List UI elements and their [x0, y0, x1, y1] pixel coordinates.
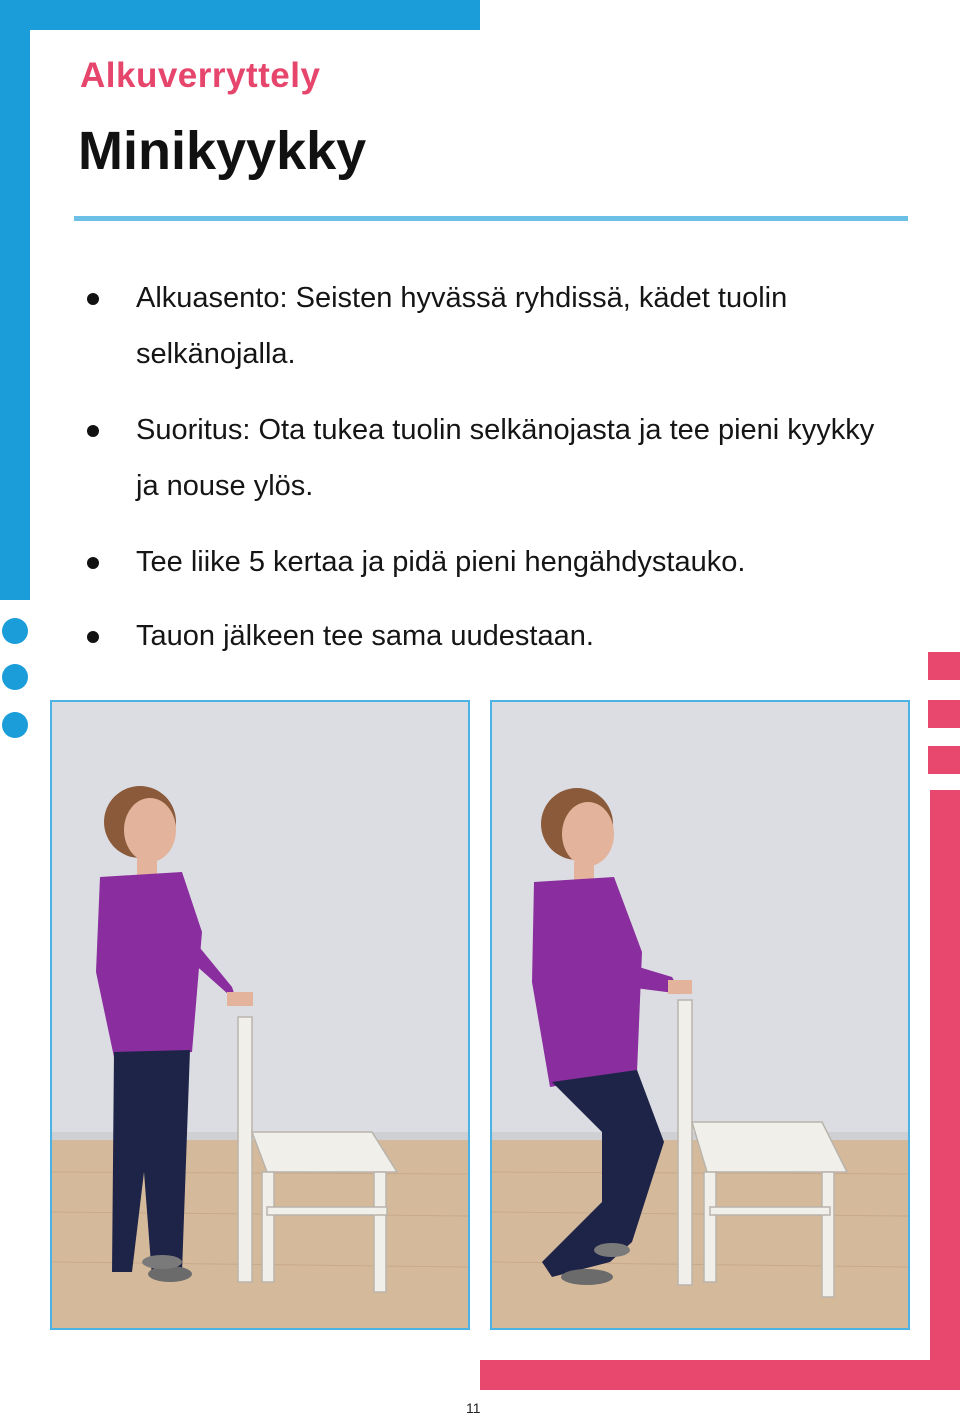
title-divider	[74, 216, 908, 221]
instruction-repetitions: Tee liike 5 kertaa ja pidä pieni hengähdystauko.	[80, 534, 880, 590]
page-title: Minikyykky	[78, 121, 367, 181]
decorative-dot	[2, 618, 28, 644]
right-pink-bar	[930, 790, 960, 1390]
instruction-repeat: Tauon jälkeen tee sama uudestaan.	[80, 608, 880, 664]
decorative-dot	[2, 664, 28, 690]
instruction-list	[80, 270, 880, 682]
decorative-square	[928, 652, 960, 680]
decorative-square	[928, 700, 960, 728]
section-subtitle: Alkuverryttely	[80, 56, 321, 95]
photo-start-position	[50, 700, 470, 1330]
left-blue-bar	[0, 0, 30, 600]
photo-mini-squat	[490, 700, 910, 1330]
instruction-start-position: Alkuasento: Seisten hyvässä ryhdissä, kädet tuolin selkänojalla.	[80, 270, 880, 382]
instruction-execution: Suoritus: Ota tukea tuolin selkänojasta ja tee pieni kyykky ja nouse ylös.	[80, 402, 880, 514]
decorative-dot	[2, 712, 28, 738]
top-blue-bar	[0, 0, 480, 30]
page-number: 11	[466, 1400, 481, 1416]
bottom-pink-bar	[480, 1360, 960, 1390]
decorative-square	[928, 746, 960, 774]
